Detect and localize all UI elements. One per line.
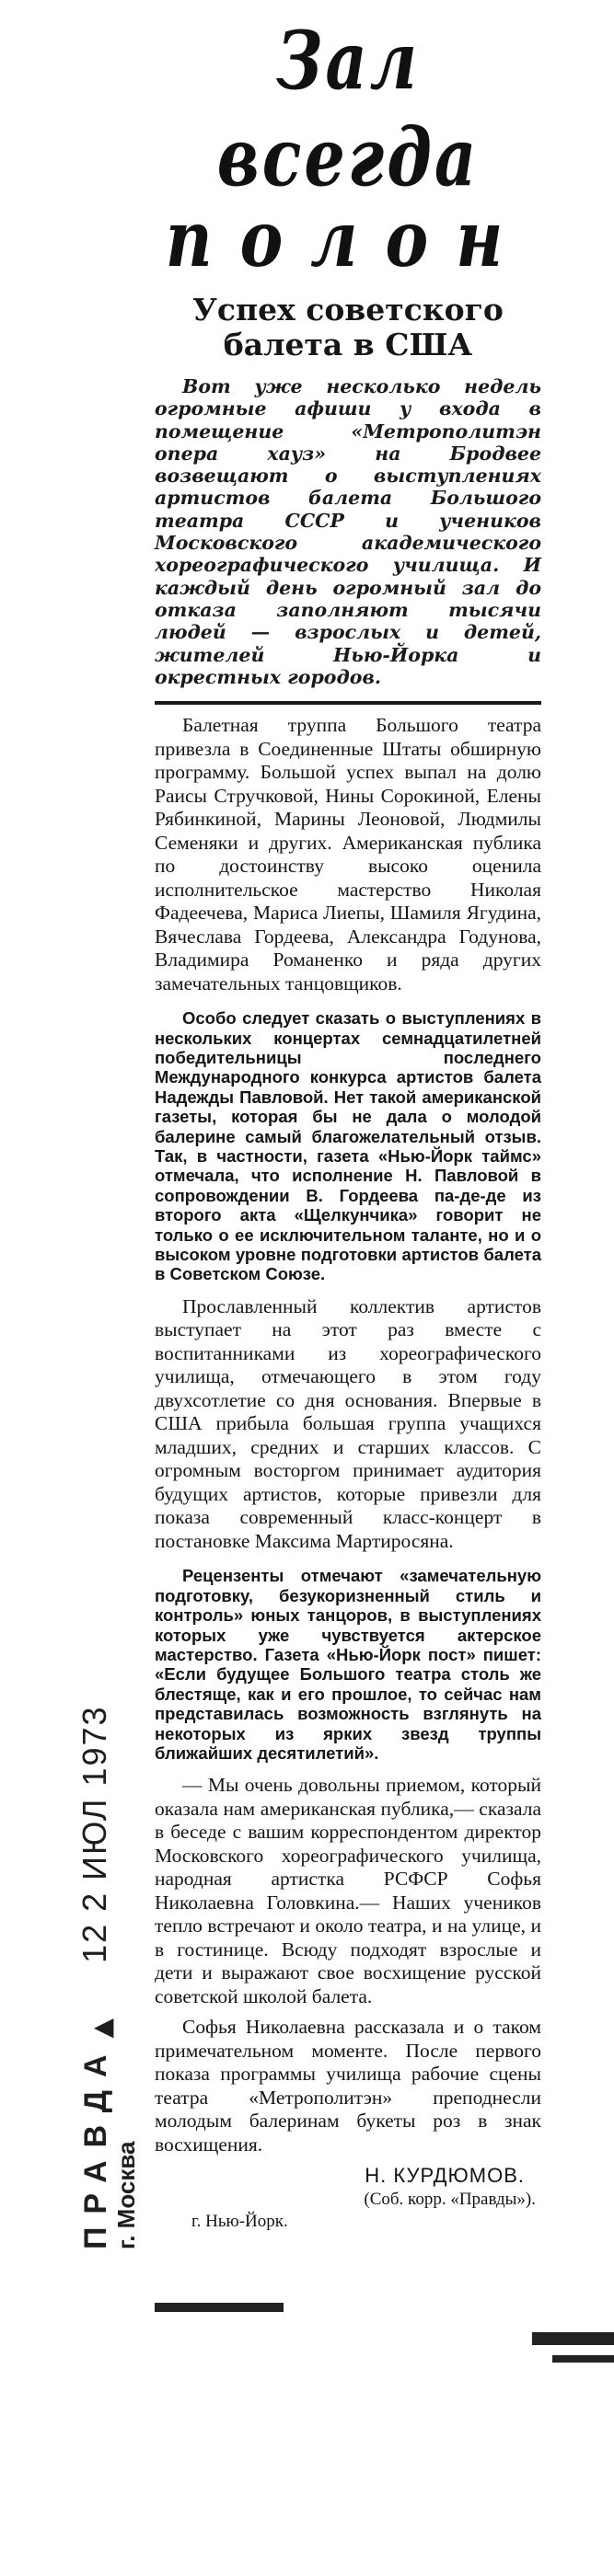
paragraph-pavlova: Особо следует сказать о выступлениях в нескольких концертах семнадцатилетней победительницы последнего Международного конкурса артистов балета Надежды Павловой. Нет такой американской газеты, которая бы не дала о молодой балерине самый благожелательный отзыв. Так, в частности, газета «Нью-Йорк таймс» отмечала, что исполнение Н. Павловой в сопровождении В. Гордеева па-де-де из второго акта «Щелкунчика» говорит не только о ее исключительном таланте, но и о высоком уровне подготовки артистов балета в Советском Союзе.	[155, 1008, 541, 1284]
paragraph-troupe: Балетная труппа Большого театра привезла в Соединенные Штаты обширную программу. Большой успех выпал на долю Раисы Стручковой, Нины Сорокиной, Елены Рябинкиной, Марины Леоновой, Людмилы Семеняки и других. Американская публика по достоинству высоко оценила исполнительское мастерство Николая Фадеечева, Мариса Лиепы, Шамиля Ягудина, Вячеслава Гордеева, Александра Годунова, Владимира Романенко и ряда других замечательных танцовщиков.	[155, 714, 541, 995]
headline-line-1: Зал всегда	[216, 13, 480, 205]
scan-edge-mark	[532, 2332, 614, 2345]
paragraph-flowers: Софья Николаевна рассказала и о таком примечательном моменте. После первого показа программы училища рабочие сцены театра «Метрополитэн» преподнесли молодым балеринам букеты роз в знак восхищения.	[155, 2016, 541, 2156]
clipping-stamp	[75, 1705, 117, 2249]
stamp-date: 12 2 ИЮЛ 1973	[75, 1705, 113, 1963]
scan-edge-mark	[552, 2355, 614, 2363]
subheadline	[155, 293, 541, 362]
subheadline-line-1: Успех советского	[192, 292, 504, 328]
stamp-city: г. Москва	[112, 2141, 140, 2249]
scan-edge-mark	[155, 2303, 284, 2312]
subheadline-line-2: балета в США	[223, 327, 473, 362]
stamp-newspaper-name: ПРАВДА	[78, 2041, 113, 2249]
article	[155, 0, 541, 2232]
headline-line-2: полон	[165, 192, 531, 285]
stamp-triangle-icon: ▲	[87, 2018, 117, 2039]
paragraph-interview: — Мы очень довольны приемом, который оказала нам американская публика,— сказала в беседе с вашим корреспондентом директор Московского хореографического училища, народная артистка РСФСР Софья Николаевна Головкина.— Наших учеников тепло встречают и около театра, и на улице, и в гостинице. Всюду подходят взрослые и дети и выражают свое восхищение русской советской школой балета.	[155, 1774, 541, 2007]
paragraph-school: Прославленный коллектив артистов выступает на этот раз вместе с воспитанниками из хореографического училища, отмечающего в этом году двухсотлетие со дня основания. Впервые в США прибыла большая группа учащихся младших, средних и старших классов. С огромным восторгом принимает аудитория будущих артистов, которые привезли для показа современный класс-концерт в постановке Максима Мартиросяна.	[155, 1294, 541, 1552]
paragraph-reviews: Рецензенты отмечают «замечательную подготовку, безукоризненный стиль и контроль» юных танцоров, в выступлениях которых уже чувствуется актерское мастерство. Газета «Нью-Йорк пост» пишет: «Если будущее Большого театра столь же блестяще, как и его прошлое, то сейчас нам представилась возможность взглянуть на некоторых из ярких звезд труппы ближайших десятилетий».	[155, 1566, 541, 1763]
dateline-place: г. Нью-Йорк.	[191, 2212, 288, 2232]
author-credit: (Соб. корр. «Правды»).	[364, 2190, 536, 2210]
lead-paragraph: Вот уже несколько недель огромные афиши у входа в помещение «Метрополитэн опера хауз» на Бродвее возвещают о выступлениях артистов балета Большого театра СССР и учеников Московского академического хореографического училища. И каждый день огромный зал до отказа заполняют тысячи людей — взрослых и детей, жителей Нью-Йорка и окрестных городов.	[155, 375, 541, 688]
section-divider	[155, 701, 541, 705]
author-signature: Н. КУРДЮМОВ.	[365, 2164, 525, 2188]
